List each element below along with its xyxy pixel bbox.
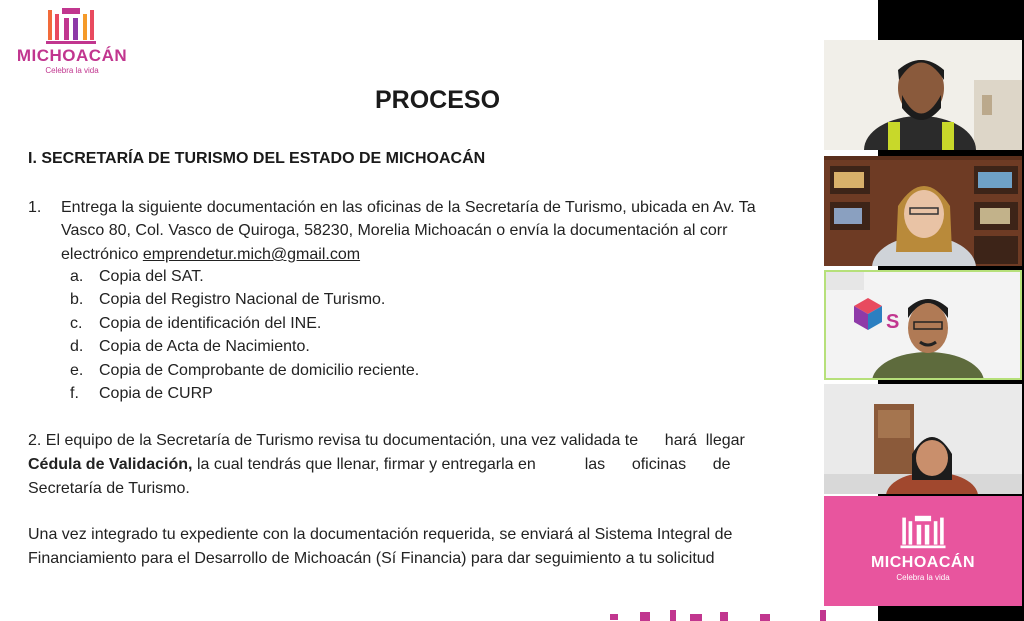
closing-line-1: Una vez integrado tu expediente con la documentación requerida, se enviará al Sistema Integral de <box>28 526 733 543</box>
list-item-text: Copia del Registro Nacional de Turismo. <box>99 291 386 309</box>
list-marker: a. <box>70 268 84 285</box>
list-item <box>70 338 419 361</box>
cropped-decoration <box>610 608 840 621</box>
item-2-line-2-rest: la cual tendrás que llenar, firmar y entregarla en las oficinas de <box>192 456 731 473</box>
participant-4-frame <box>824 384 1022 494</box>
list-marker: e. <box>70 361 84 379</box>
item-2-line-3: Secretaría de Turismo. <box>28 480 190 497</box>
svg-text:S: S <box>886 311 900 333</box>
documents-list <box>70 268 419 408</box>
participant-2-frame <box>824 156 1022 266</box>
email-link[interactable]: emprendetur.mich@gmail.com <box>142 246 361 263</box>
closing-line-2: Financiamiento para el Desarrollo de Michoacán (Sí Financia) para dar seguimiento a tu solicitud <box>28 550 715 567</box>
list-item <box>70 268 419 291</box>
participant-1-video[interactable] <box>824 40 1022 150</box>
list-item-text: Copia de CURP <box>99 384 213 402</box>
list-item <box>70 315 419 338</box>
list-marker: b. <box>70 291 84 309</box>
participant-4-video[interactable] <box>824 384 1022 494</box>
participant-5-logo[interactable] <box>824 496 1022 606</box>
list-item-text: Copia de Comprobante de domicilio reciente. <box>99 361 420 379</box>
building-logo-icon <box>900 514 946 550</box>
participant-3-frame <box>824 270 1022 380</box>
list-marker: d. <box>70 338 84 356</box>
item-1-line-2: Vasco 80, Col. Vasco de Quiroga, 58230, Morelia Michoacán o envía la documentación al corr <box>61 222 728 239</box>
slide-title: PROCESO <box>374 86 501 114</box>
list-item <box>70 291 419 314</box>
list-item-text: Copia de Acta de Nacimiento. <box>99 338 310 356</box>
validation-form-name: Cédula de Validación, <box>28 456 193 473</box>
item-1-number: 1. <box>28 199 42 216</box>
list-item <box>70 362 419 385</box>
participant-3-video[interactable] <box>824 270 1022 380</box>
list-item <box>70 385 419 408</box>
section-heading: I. SECRETARÍA DE TURISMO DEL ESTADO DE MICHOACÁN <box>28 150 486 167</box>
list-item-text: Copia de identificación del INE. <box>99 314 322 332</box>
list-marker: c. <box>70 314 83 332</box>
item-2-line-2 <box>28 456 731 474</box>
participant-2-video[interactable] <box>824 156 1022 266</box>
participant-1-frame <box>824 40 1022 150</box>
item-1-line-3-prefix: electrónico <box>61 246 143 263</box>
item-2-line-1: 2. El equipo de la Secretaría de Turismo revisa tu documentación, una vez validada te hará llegar <box>28 432 745 449</box>
logo-wordmark: MICHOACÁN <box>16 46 128 65</box>
michoacan-logo <box>16 6 128 76</box>
logo-wordmark: MICHOACÁN <box>870 554 976 571</box>
logo-tagline: Celebra la vida <box>896 573 950 582</box>
item-1-line-3 <box>61 246 360 264</box>
list-marker: f. <box>70 384 79 402</box>
building-logo-icon <box>46 6 96 46</box>
item-1-line-1: Entrega la siguiente documentación en las oficinas de la Secretaría de Turismo, ubicada en Av. Ta <box>61 199 756 216</box>
list-item-text: Copia del SAT. <box>99 268 204 285</box>
logo-tagline: Celebra la vida <box>45 66 99 75</box>
